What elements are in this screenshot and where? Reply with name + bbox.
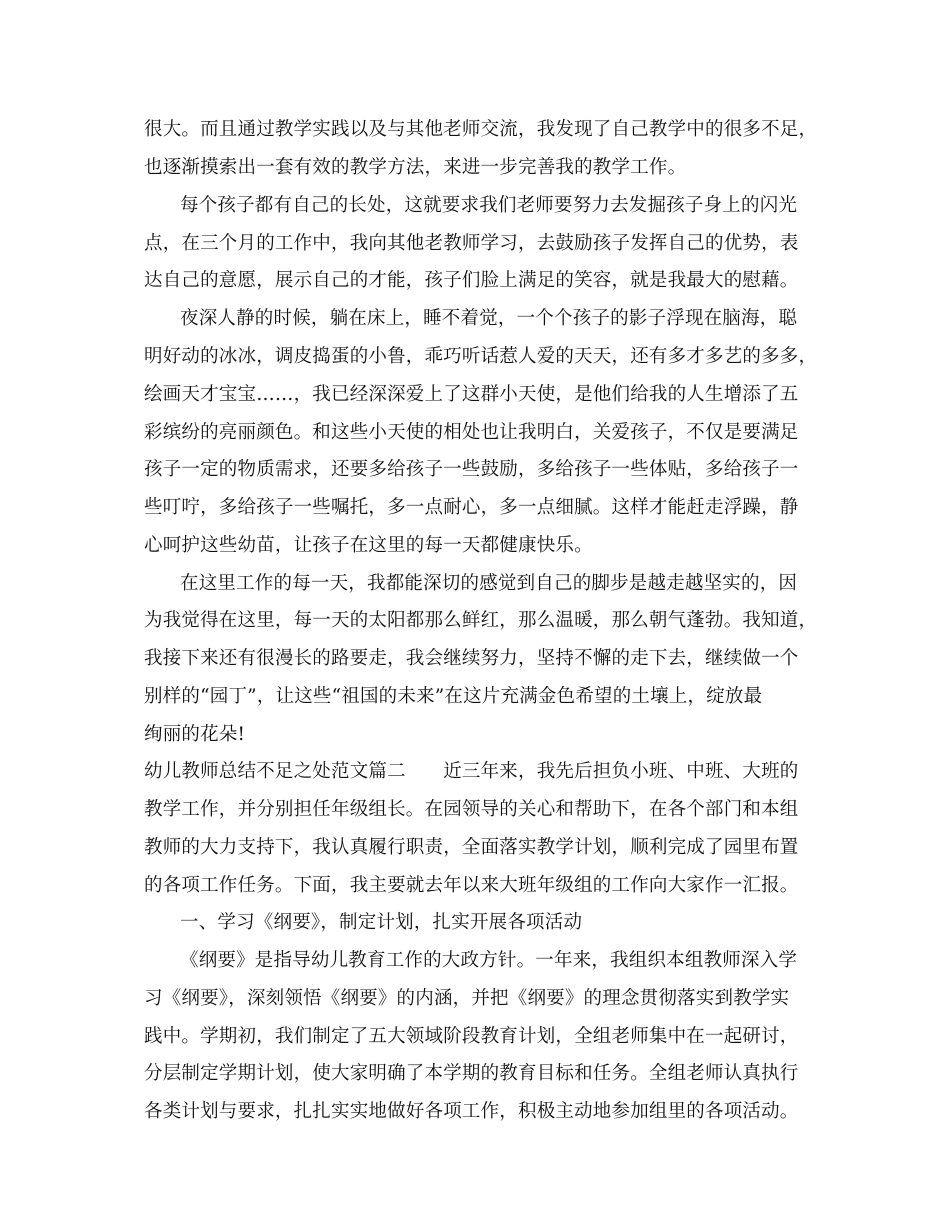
text-line: 些叮咛，多给孩子一些嘱托，多一点耐心，多一点细腻。这样才能赶走浮躁，静 [144,497,799,518]
text-line: 明好动的冰冰，调皮捣蛋的小鲁，乖巧听话惹人爱的天天，还有多才多艺的多多， [144,346,818,367]
text-line: 彩缤纷的亮丽颜色。和这些小天使的相处也让我明白，关爱孩子，不仅是要满足 [144,422,799,443]
text-line: 每个孩子都有自己的长处，这就要求我们老师要努力去发掘孩子身上的闪光 [180,195,798,216]
text-line: 在这里工作的每一天，我都能深切的感觉到自己的脚步是越走越坚实的，因 [180,573,798,594]
text-line: 达自己的意愿，展示自己的才能，孩子们脸上满足的笑容，就是我最大的慰藉。 [144,270,799,291]
text-line: 习《纲要》，深刻领悟《纲要》的内涵，并把《纲要》的理念贯彻落实到教学实 [144,988,790,1009]
text-line: 绚丽的花朵! [144,724,246,745]
text-line: 为我觉得在这里，每一天的太阳都那么鲜红，那么温暖，那么朝气蓬勃。我知道， [144,610,818,631]
text-line: 心呵护这些幼苗，让孩子在这里的每一天都健康快乐。 [144,535,593,556]
text-line: 教师的大力支持下，我认真履行职责，全面落实教学计划，顺利完成了园里布置 [144,837,799,858]
text-line: 幼儿教师总结不足之处范文篇二 近三年来，我先后担负小班、中班、大班的 [144,761,799,782]
text-line: 别样的“园丁”，让这些“祖国的未来”在这片充满金色希望的土壤上，绽放最 [144,686,763,707]
text-line: 《纲要》是指导幼儿教育工作的大政方针。一年来，我组织本组教师深入学 [180,950,798,971]
text-line: 教学工作，并分别担任年级组长。在园领导的关心和帮助下，在各个部门和本组 [144,799,799,820]
text-line: 点，在三个月的工作中，我向其他老教师学习，去鼓励孩子发挥自己的优势，表 [144,233,799,254]
text-line: 践中。学期初，我们制定了五大领域阶段教育计划，全组老师集中在一起研讨， [144,1026,799,1047]
section-heading: 一、学习《纲要》，制定计划，扎实开展各项活动 [180,912,583,933]
text-line: 也逐渐摸索出一套有效的教学方法，来进一步完善我的教学工作。 [144,157,687,178]
text-line: 孩子一定的物质需求，还要多给孩子一些鼓励，多给孩子一些体贴，多给孩子一 [144,459,799,480]
text-line: 夜深人静的时候，躺在床上，睡不着觉，一个个孩子的影子浮现在脑海，聪 [180,308,798,329]
text-line: 我接下来还有很漫长的路要走，我会继续努力，坚持不懈的走下去，继续做一个 [144,648,799,669]
text-line: 绘画天才宝宝……，我已经深深爱上了这群小天使，是他们给我的人生增添了五 [144,384,799,405]
text-line: 的各项工作任务。下面，我主要就去年以来大班年级组的工作向大家作一汇报。 [144,875,799,896]
text-line: 很大。而且通过教学实践以及与其他老师交流，我发现了自己教学中的很多不足， [144,119,818,140]
text-line: 分层制定学期计划，使大家明确了本学期的教育目标和任务。全组老师认真执行 [144,1063,799,1084]
text-line: 各类计划与要求，扎扎实实地做好各项工作，积极主动地参加组里的各项活动。 [144,1101,799,1122]
